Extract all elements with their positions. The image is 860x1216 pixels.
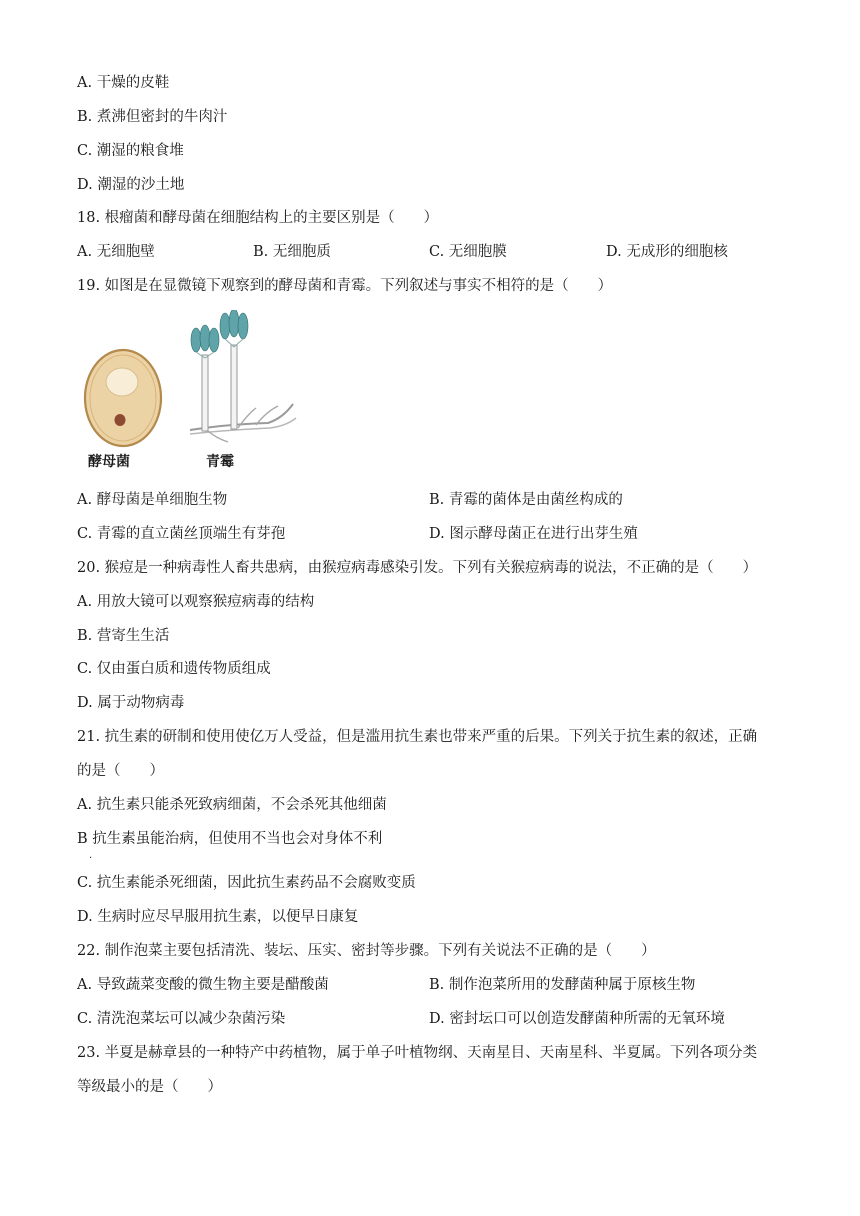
q21-stem-line2: 的是（ ）	[77, 763, 164, 779]
q22-stem: 22. 制作泡菜主要包括清洗、装坛、压实、密封等步骤。下列有关说法不正确的是（ ）	[77, 943, 656, 959]
q22-option-d: D. 密封坛口可以创造发酵菌种所需的无氧环境	[429, 1011, 725, 1027]
yeast-penicillium-illustration	[78, 310, 308, 450]
q19-option-d: D. 图示酵母菌正在进行出芽生殖	[429, 526, 638, 542]
q18-option-c: C. 无细胞膜	[429, 244, 507, 260]
q22-option-b: B. 制作泡菜所用的发酵菌种属于原核生物	[429, 977, 696, 993]
q17-option-d: D. 潮湿的沙土地	[77, 177, 185, 193]
q17-option-b: B. 煮沸但密封的牛肉汁	[77, 109, 228, 125]
q21-option-a: A. 抗生素只能杀死致病细菌，不会杀死其他细菌	[77, 797, 387, 813]
q21-option-c: C. 抗生素能杀死细菌，因此抗生素药品不会腐败变质	[77, 875, 416, 891]
q20-option-c: C. 仅由蛋白质和遗传物质组成	[77, 661, 271, 677]
q21-option-b: B 抗生素虽能治病，但使用不当也会对身体不利	[77, 831, 383, 847]
q19-option-b: B. 青霉的菌体是由菌丝构成的	[429, 492, 623, 508]
q18-option-a: A. 无细胞壁	[77, 244, 155, 260]
q19-option-c: C. 青霉的直立菌丝顶端生有芽孢	[77, 526, 286, 542]
q22-option-c: C. 清洗泡菜坛可以减少杂菌污染	[77, 1011, 286, 1027]
label-yeast: 酵母菌	[88, 454, 130, 470]
q20-option-b: B. 营寄生生活	[77, 628, 170, 644]
q18-option-d: D. 无成形的细胞核	[606, 244, 728, 260]
q23-stem-line2: 等级最小的是（ ）	[77, 1079, 222, 1095]
q21-stray-dot: .	[89, 850, 93, 861]
q20-stem: 20. 猴痘是一种病毒性人畜共患病，由猴痘病毒感染引发。下列有关猴痘病毒的说法，不正确的是（ ）	[77, 560, 758, 576]
q22-option-a: A. 导致蔬菜变酸的微生物主要是醋酸菌	[77, 977, 329, 993]
q23-stem-line1: 23. 半夏是赫章县的一种特产中药植物，属于单子叶植物纲、天南星目、天南星科、半夏属。下列各项分类	[77, 1045, 758, 1061]
q19-stem: 19. 如图是在显微镜下观察到的酵母菌和青霉。下列叙述与事实不相符的是（ ）	[77, 278, 613, 294]
q18-stem: 18. 根瘤菌和酵母菌在细胞结构上的主要区别是（ ）	[77, 210, 439, 226]
q21-option-d: D. 生病时应尽早服用抗生素，以便早日康复	[77, 909, 359, 925]
q17-option-a: A. 干燥的皮鞋	[77, 75, 170, 91]
q19-option-a: A. 酵母菌是单细胞生物	[77, 492, 228, 508]
q19-figure	[78, 310, 308, 475]
q20-option-d: D. 属于动物病毒	[77, 695, 185, 711]
q17-option-c: C. 潮湿的粮食堆	[77, 143, 184, 159]
q21-stem-line1: 21. 抗生素的研制和使用使亿万人受益，但是滥用抗生素也带来严重的后果。下列关于抗生素的叙述，正确	[77, 729, 758, 745]
q20-option-a: A. 用放大镜可以观察猴痘病毒的结构	[77, 594, 315, 610]
q18-option-b: B. 无细胞质	[253, 244, 331, 260]
label-penicillium: 青霉	[206, 454, 234, 470]
